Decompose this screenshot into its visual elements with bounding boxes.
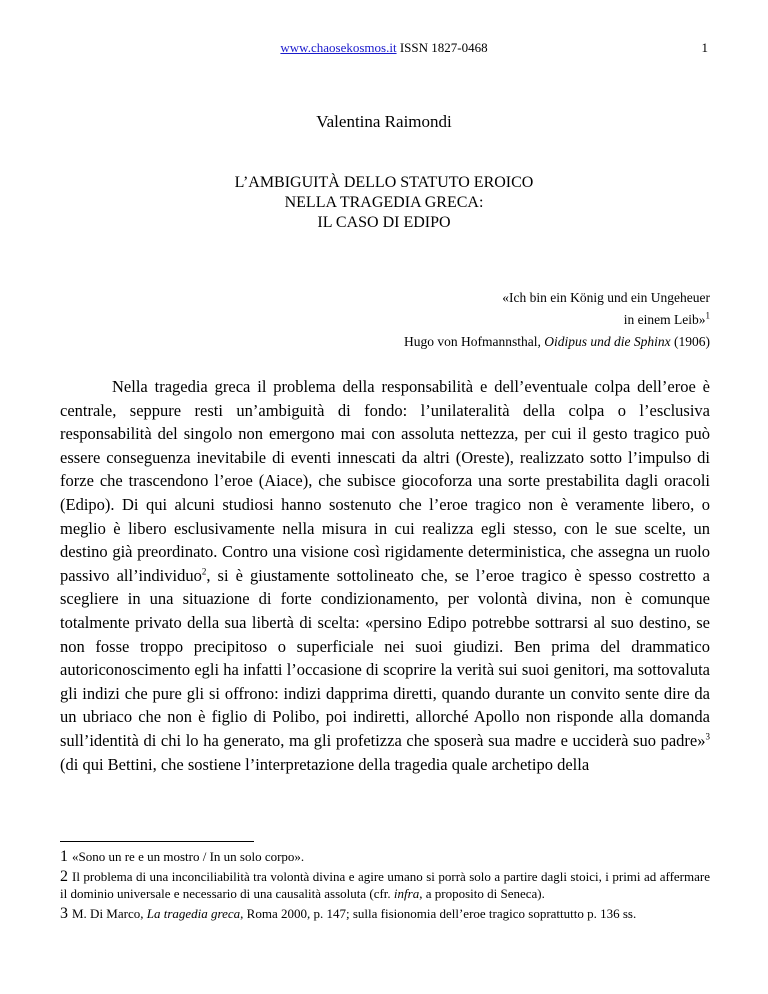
title-line-3: IL CASO DI EDIPO — [317, 214, 451, 231]
body-part-3: (di qui Bettini, che sostiene l’interpretazione della tragedia quale archetipo della — [60, 754, 590, 774]
epigraph-line-1: «Ich bin ein König und ein Ungeheuer — [502, 290, 710, 305]
footnote-1 — [60, 848, 710, 866]
epigraph-work: Oidipus und die Sphinx — [544, 334, 671, 349]
footnote-italic: infra — [393, 886, 420, 901]
footnote-ref-2[interactable]: 2 — [201, 566, 207, 577]
footnote-text: «Sono un re e un mostro / In un solo corpo». — [72, 849, 305, 864]
footnote-text: M. Di Marco, — [72, 905, 147, 921]
footnote-number: 1 — [60, 848, 68, 865]
epigraph-author: Hugo von Hofmannsthal — [404, 334, 538, 349]
author-name: Valentina Raimondi — [316, 112, 452, 131]
footnote-text-end: , a proposito di Seneca). — [419, 886, 545, 901]
page-number: 1 — [701, 40, 708, 55]
epigraph-year: (1906) — [670, 334, 710, 349]
footnote-3 — [60, 905, 710, 923]
header-center — [0, 40, 768, 56]
footnote-2 — [60, 868, 710, 903]
epigraph — [404, 287, 710, 353]
footnote-number: 2 — [60, 867, 68, 885]
epigraph-sep: , — [537, 334, 545, 349]
body-part-1: Nella tragedia greca il problema della responsabilità e dell’eventuale colpa dell’eroe è centrale, seppure resti un’ambiguità di fondo: l’unilateralità della colpa o l’esclusiva responsabilità del singolo non emergono mai con assoluta nettezza, per cui il gesto tragico può essere conseguenza inevitabile di eventi innescati da altri (Oreste), realizzato sotto l’impulso di forze che trascendono l’eroe (Aiace), che subisce giocoforza una sorte prestabilita dagli oracoli (Edipo). Di qui alcuni studiosi hanno sostenuto che l’eroe tragico non è veramente libero, o meglio è libero esclusivamente nella misura in cui realizza egli stesso, con le sue scelte, un destino già preordinato. Contro una visione così rigidamente deterministica, che assegna un ruolo passivo all’individuo — [60, 377, 710, 585]
footnotes — [60, 848, 710, 924]
epigraph-line-2-text: in einem Leib» — [623, 312, 706, 327]
footnote-ref-3[interactable]: 3 — [705, 731, 710, 742]
footnote-text: Il problema di una inconciliabilità tra volontà divina e agire umano si porrà solo a partire dagli stoici, i primi ad affermare il dominio universale e necessario di una causalità assoluta (cfr. — [60, 868, 710, 901]
footnote-separator — [60, 841, 254, 842]
title-line-1: L’AMBIGUITÀ DELLO STATUTO EROICO — [234, 174, 534, 191]
article-title — [0, 173, 768, 233]
body-text — [60, 375, 710, 776]
epigraph-line-2 — [404, 309, 710, 331]
body-part-2: , si è giustamente sottolineato che, se l’eroe tragico è spesso costretto a scegliere in una situazione di forte condizionamento, per volontà divina, non è comunque totalmente privato della sua libertà di scelta: «persino Edipo potrebbe sottrarsi al suo destino, se non fosse troppo precipitoso o superficiale nei suoi giudizi. Ben prima del drammatico autoriconoscimento egli ha infatti l’occasione di scoprire la verità sui suoi genitori, ma sottovaluta gli indizi che pure gli si offrono: indizi dapprima diretti, quando durante un convito sente dire da un ubriaco che non è figlio di Polibo, poi indiretti, allorché Apollo non risponde alla domanda sull’identità di chi lo ha generato, ma gli profetizza che sposerà sua madre e ucciderà suo padre» — [60, 565, 710, 750]
title-line-2: NELLA TRAGEDIA GRECA: — [284, 194, 484, 211]
website-link[interactable]: www.chaosekosmos.it — [280, 40, 397, 55]
footnote-text-end: , Roma 2000, p. 147; sulla fisionomia dell’eroe tragico soprattutto p. 136 ss. — [240, 905, 637, 921]
issn-text: ISSN 1827-0468 — [396, 40, 488, 55]
footnote-italic: La tragedia greca — [146, 905, 241, 921]
footnote-ref-1[interactable]: 1 — [705, 310, 710, 321]
epigraph-source — [404, 331, 710, 353]
body-paragraph — [60, 375, 710, 776]
footnote-number: 3 — [60, 904, 68, 922]
